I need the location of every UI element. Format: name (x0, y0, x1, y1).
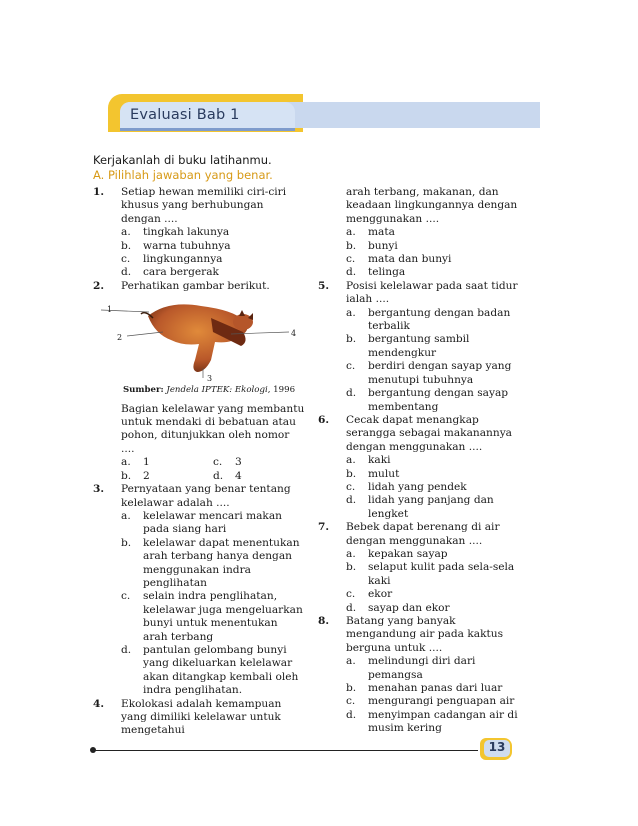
option: c. berdiri dengan sayap yang menutupi tubuhnya (346, 360, 512, 386)
question-text: Perhatikan gambar berikut. (121, 279, 270, 292)
question-8 (318, 615, 528, 736)
question-number: 5. (318, 279, 330, 292)
question-7 (318, 521, 528, 615)
option: c. mengurangi penguapan air (346, 695, 515, 708)
option: d. pantulan gelombang bunyi yang dikeluarkan kelelawar akan ditangkap kembali oleh indra penglihatan. (121, 643, 299, 697)
option: c. mata dan bunyi (346, 253, 452, 266)
option: d. telinga (346, 266, 406, 279)
option: c. lidah yang pendek (346, 480, 467, 493)
figure-label: 3 (207, 374, 213, 383)
option: c. ekor (346, 588, 393, 601)
option: a. melindungi diri dari pemangsa (346, 655, 476, 681)
question-2-prompt (93, 403, 305, 483)
option: d. bergantung dengan sayap membentang (346, 387, 509, 413)
question-6 (318, 414, 528, 521)
question-text: Posisi kelelawar pada saat tidur ialah .... (346, 279, 518, 306)
section-heading: A. Pilihlah jawaban yang benar. (93, 168, 273, 182)
chapter-banner (108, 94, 540, 132)
option: b. warna tubuhnya (121, 239, 231, 252)
option: d. lidah yang panjang dan lengket (346, 494, 494, 520)
option: a. mata (346, 226, 395, 239)
question-1 (93, 186, 305, 280)
question-text: Setiap hewan memiliki ciri-ciri khusus yang berhubungan dengan .... (121, 186, 287, 225)
question-number: 7. (318, 521, 330, 534)
option: a. kelelawar mencari makan pada siang hari (121, 509, 282, 536)
option: b. bergantung sambil mendengkur (346, 333, 470, 359)
option: b. mulut (346, 467, 400, 480)
option: a. kepakan sayap (346, 547, 448, 560)
question-number: 4. (93, 697, 105, 710)
option: d. cara bergerak (121, 266, 219, 279)
question-text: Pernyataan yang benar tentang kelelawar adalah .... (121, 483, 291, 509)
chapter-title: Evaluasi Bab 1 (130, 107, 240, 123)
option: d. menyimpan cadangan air di musim kering (346, 708, 518, 735)
question-text: arah terbang, makanan, dan keadaan lingkungannya dengan menggunakan .... (346, 186, 518, 225)
instruction-text: Kerjakanlah di buku latihanmu. (93, 153, 272, 167)
question-2 (93, 280, 305, 293)
bat-claw (141, 313, 153, 318)
option: b. menahan panas dari luar (346, 682, 503, 695)
question-number: 1. (93, 186, 105, 198)
question-text: Cecak dapat menangkap serangga sebagai makanannya dengan menggunakan .... (346, 413, 512, 453)
option: b. bunyi (346, 239, 398, 252)
figure-label: 4 (291, 329, 297, 339)
option: a. bergantung dengan badan terbalik (346, 306, 511, 333)
bat-figure (93, 298, 305, 382)
option-row: b. 2 d. 4 (121, 469, 242, 482)
question-text: Bagian kelelawar yang membantu untuk mendaki di bebatuan atau pohon, ditunjukkan oleh nomor .... (121, 402, 305, 455)
option: a. tingkah lakunya (121, 226, 230, 239)
question-text: Batang yang banyak mengandung air pada kaktus berguna untuk .... (346, 615, 504, 654)
option: c. selain indra penglihatan, kelelawar juga mengeluarkan bunyi untuk menentukan arah terbang (121, 590, 303, 643)
bat-illustration (93, 298, 305, 382)
left-column (93, 186, 305, 738)
option-row: a. 1 c. 3 (121, 456, 242, 469)
question-text: Ekolokasi adalah kemampuan yang dimiliki kelelawar untuk mengetahui (121, 697, 282, 737)
option: d. sayap dan ekor (346, 601, 450, 614)
question-number: 6. (318, 413, 330, 426)
question-5 (318, 280, 528, 414)
question-3 (93, 483, 305, 698)
option: a. kaki (346, 454, 391, 467)
figure-label: 1 (107, 305, 113, 315)
footer-rule (93, 750, 478, 751)
question-number: 2. (93, 279, 105, 292)
question-text: Bebek dapat berenang di air dengan menggunakan .... (346, 521, 500, 547)
question-4-continued (318, 186, 528, 280)
question-number: 3. (93, 483, 105, 496)
figure-label: 2 (117, 333, 123, 343)
page-number: 13 (488, 740, 506, 754)
right-column (318, 186, 528, 736)
question-number: 8. (318, 615, 330, 627)
figure-caption: Sumber: Jendela IPTEK: Ekologi, 1996 (122, 385, 296, 396)
option: b. selaput kulit pada sela-sela kaki (346, 561, 515, 587)
option: b. kelelawar dapat menentukan arah terbang hanya dengan menggunakan indra penglihatan (121, 536, 300, 589)
question-4 (93, 698, 305, 738)
option: c. lingkungannya (121, 253, 223, 266)
